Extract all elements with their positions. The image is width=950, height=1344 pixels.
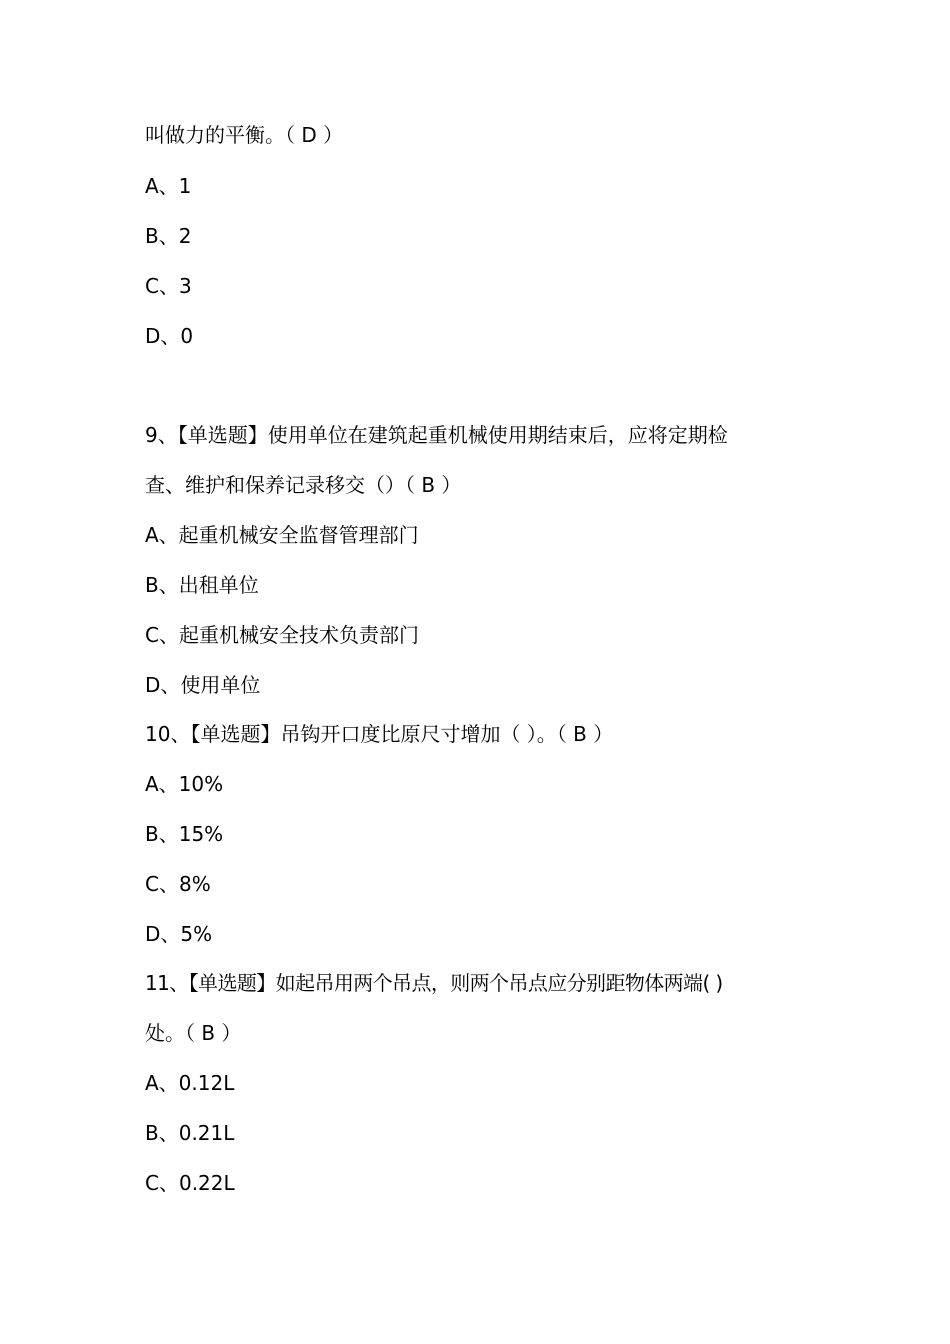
- q8-option-c: C、3: [145, 274, 192, 298]
- question-11-line2: 处。（ B ）: [145, 1021, 242, 1045]
- q10-option-d: D、5%: [145, 922, 213, 946]
- q11-option-c: C、0.22L: [145, 1171, 235, 1195]
- question-11-line1: 11、【单选题】如起吊用两个吊点，则两个吊点应分别距物体两端( ): [145, 971, 723, 995]
- q9-option-b: B、出租单位: [145, 573, 259, 597]
- q11-option-b: B、0.21L: [145, 1121, 235, 1145]
- q10-option-c: C、8%: [145, 872, 211, 896]
- q9-option-d: D、使用单位: [145, 673, 261, 697]
- question-9-line2: 查、维护和保养记录移交（）（ B ）: [145, 473, 462, 497]
- q8-option-b: B、2: [145, 224, 192, 248]
- question-10-line1: 10、【单选题】吊钩开口度比原尺寸增加（ ）。（ B ）: [145, 722, 614, 746]
- q10-option-b: B、15%: [145, 822, 224, 846]
- q11-option-a: A、0.12L: [145, 1071, 235, 1095]
- q9-option-c: C、起重机械安全技术负责部门: [145, 623, 419, 647]
- q8-option-a: A、1: [145, 174, 192, 198]
- q8-option-d: D、0: [145, 324, 194, 348]
- q10-option-a: A、10%: [145, 772, 224, 796]
- question-9-line1: 9、【单选题】使用单位在建筑起重机械使用期结束后，应将定期检: [145, 423, 728, 447]
- question-8-continuation: 叫做力的平衡。（ D ）: [145, 123, 344, 147]
- q9-option-a: A、起重机械安全监督管理部门: [145, 523, 419, 547]
